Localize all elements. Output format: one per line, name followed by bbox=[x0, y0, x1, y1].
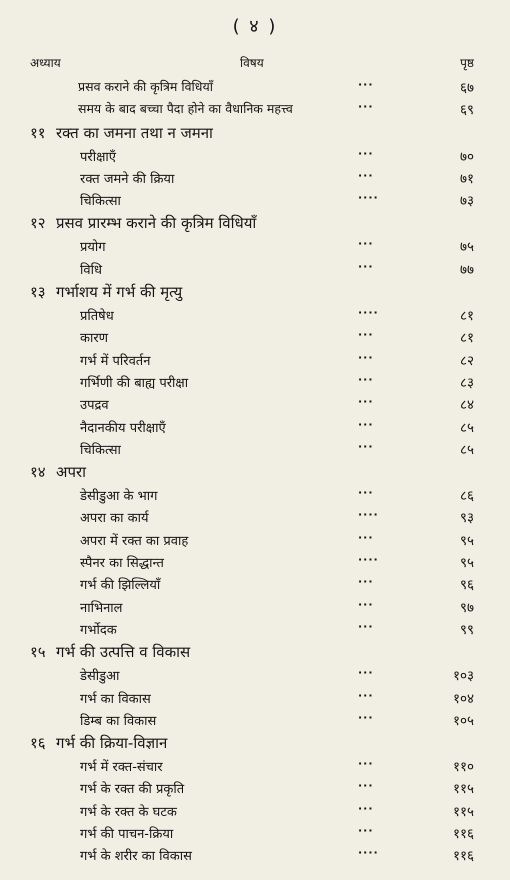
entry-title: अपरा का कार्य bbox=[80, 511, 149, 527]
toc-entry bbox=[0, 596, 510, 618]
page-ref: ७५ bbox=[459, 239, 474, 256]
toc-entry bbox=[0, 189, 510, 211]
chapter-heading bbox=[0, 121, 510, 145]
page-ref: १०४ bbox=[452, 690, 474, 707]
page-ref: ९३ bbox=[459, 510, 474, 527]
entry-title: डेसीडुआ bbox=[80, 669, 120, 685]
toc-entry bbox=[0, 506, 510, 528]
toc-entry bbox=[0, 304, 510, 326]
entry-title: प्रसव कराने की कृत्रिम विधियाँ bbox=[78, 79, 213, 94]
chapter-number: ११ bbox=[30, 123, 46, 142]
chapter-title: प्रसव प्रारम्भ कराने की कृत्रिम विधियाँ bbox=[56, 214, 257, 233]
leader-dots: ···· bbox=[358, 553, 379, 567]
entry-title: गर्भ की झिल्लियाँ bbox=[80, 578, 161, 594]
page-ref: १०५ bbox=[452, 712, 474, 729]
page-ref: ११६ bbox=[452, 826, 474, 843]
page-ref: ९९ bbox=[459, 621, 474, 638]
leader-dots: ··· bbox=[358, 350, 374, 364]
table-of-contents bbox=[0, 76, 510, 867]
entry-title: चिकित्सा bbox=[80, 442, 121, 458]
entry-title: कारण bbox=[80, 331, 109, 347]
header-subject: विषय bbox=[240, 56, 264, 70]
leader-dots: ··· bbox=[358, 530, 374, 544]
page-ref: ७१ bbox=[459, 170, 474, 187]
toc-entry bbox=[0, 235, 510, 257]
entry-title: नैदानकीय परीक्षाएँ bbox=[80, 420, 166, 436]
leader-dots: ··· bbox=[358, 801, 374, 815]
chapter-number: १३ bbox=[30, 283, 46, 302]
entry-title: डिम्ब का विकास bbox=[80, 713, 157, 729]
page-ref: ९५ bbox=[459, 555, 474, 572]
page-ref: ८१ bbox=[459, 330, 474, 347]
entry-title: गर्भ में परिवर्तन bbox=[80, 353, 151, 369]
leader-dots: ···· bbox=[358, 846, 379, 860]
leader-dots: ···· bbox=[358, 508, 379, 522]
page-ref: ७३ bbox=[459, 193, 474, 210]
chapter-heading bbox=[0, 460, 510, 484]
toc-entry bbox=[0, 551, 510, 573]
toc-entry bbox=[0, 755, 510, 777]
leader-dots: ··· bbox=[358, 259, 374, 273]
entry-title: समय के बाद बच्चा पैदा होने का वैधानिक महत्त्व bbox=[78, 101, 293, 117]
chapter-number: १४ bbox=[30, 463, 46, 482]
leader-dots: ···· bbox=[358, 306, 379, 320]
chapter-number: १५ bbox=[30, 643, 46, 662]
toc-entry bbox=[0, 573, 510, 595]
chapter-heading bbox=[0, 280, 510, 304]
entry-title: अपरा में रक्त का प्रवाह bbox=[80, 533, 189, 549]
header-page: पृष्ठ bbox=[460, 56, 474, 70]
page-ref: ७० bbox=[459, 148, 474, 165]
entry-title: गर्भ का विकास bbox=[80, 691, 151, 707]
leader-dots: ··· bbox=[358, 688, 374, 702]
leader-dots: ··· bbox=[358, 417, 374, 431]
entry-title: गर्भिणी की बाह्य परीक्षा bbox=[80, 375, 189, 391]
toc-entry bbox=[0, 98, 510, 120]
entry-title: गर्भ में रक्त-संचार bbox=[80, 760, 163, 776]
page-ref: ११५ bbox=[452, 803, 474, 820]
chapter-heading bbox=[0, 731, 510, 755]
page-ref: ८३ bbox=[459, 374, 474, 391]
leader-dots: ··· bbox=[358, 146, 374, 160]
page-ref: ६७ bbox=[459, 80, 474, 96]
leader-dots: ··· bbox=[358, 666, 374, 680]
chapter-heading bbox=[0, 211, 510, 235]
entry-title: गर्भोदक bbox=[80, 622, 117, 638]
header-chapter: अध्याय bbox=[30, 56, 61, 70]
column-headers bbox=[0, 54, 510, 72]
page-ref: ८५ bbox=[459, 441, 474, 458]
chapter-title: गर्भ की उत्पत्ति व विकास bbox=[56, 643, 191, 662]
leader-dots: ··· bbox=[358, 575, 374, 589]
page-ref: ९७ bbox=[459, 599, 474, 616]
entry-title: नाभिनाल bbox=[80, 600, 123, 616]
entry-title: गर्भ के रक्त के घटक bbox=[80, 804, 177, 820]
toc-entry bbox=[0, 438, 510, 460]
leader-dots: ···· bbox=[358, 191, 379, 205]
leader-dots: ··· bbox=[358, 372, 374, 386]
chapter-title: गर्भाशय में गर्भ की मृत्यु bbox=[56, 283, 183, 302]
page-ref: १०३ bbox=[452, 668, 474, 685]
page-ref: ८२ bbox=[459, 352, 474, 369]
toc-entry bbox=[0, 822, 510, 844]
page-ref: ६९ bbox=[459, 102, 474, 119]
page-ref: ११० bbox=[452, 759, 474, 776]
leader-dots: ··· bbox=[358, 597, 374, 611]
page-ref: ८६ bbox=[459, 488, 474, 505]
page-ref: ७७ bbox=[459, 261, 474, 278]
leader-dots: ··· bbox=[358, 328, 374, 342]
leader-dots: ··· bbox=[358, 619, 374, 633]
toc-entry bbox=[0, 167, 510, 189]
toc-entry bbox=[0, 349, 510, 371]
toc-entry bbox=[0, 258, 510, 280]
leader-dots: ··· bbox=[358, 439, 374, 453]
leader-dots: ··· bbox=[358, 395, 374, 409]
toc-entry bbox=[0, 484, 510, 506]
toc-entry bbox=[0, 76, 510, 98]
entry-title: उपद्रव bbox=[80, 398, 109, 414]
toc-entry bbox=[0, 529, 510, 551]
page-ref: ८१ bbox=[459, 308, 474, 325]
toc-entry bbox=[0, 393, 510, 415]
entry-title: रक्त जमने की क्रिया bbox=[80, 171, 175, 187]
entry-title: परीक्षाएँ bbox=[80, 149, 116, 165]
chapter-title: गर्भ की क्रिया-विज्ञान bbox=[56, 734, 168, 753]
toc-entry bbox=[0, 326, 510, 348]
page-number: ( ४ ) bbox=[232, 16, 278, 37]
toc-entry bbox=[0, 709, 510, 731]
page-ref: ११६ bbox=[452, 848, 474, 865]
leader-dots: ··· bbox=[358, 100, 374, 114]
leader-dots: ··· bbox=[358, 757, 374, 771]
entry-title: चिकित्सा bbox=[80, 194, 121, 210]
page-ref: ८५ bbox=[459, 419, 474, 436]
leader-dots: ··· bbox=[358, 168, 374, 182]
toc-entry bbox=[0, 687, 510, 709]
chapter-number: १६ bbox=[30, 734, 46, 753]
chapter-heading bbox=[0, 640, 510, 664]
toc-entry bbox=[0, 664, 510, 686]
page-ref: ८४ bbox=[459, 397, 474, 414]
entry-title: डेसीडुआ के भाग bbox=[80, 489, 158, 505]
leader-dots: ··· bbox=[358, 779, 374, 793]
entry-title: गर्भ के शरीर का विकास bbox=[80, 849, 192, 865]
toc-entry bbox=[0, 844, 510, 866]
entry-title: गर्भ के रक्त की प्रकृति bbox=[80, 782, 185, 798]
leader-dots: ··· bbox=[358, 78, 374, 91]
entry-title: स्पैनर का सिद्धान्त bbox=[80, 556, 164, 572]
leader-dots: ··· bbox=[358, 486, 374, 500]
entry-title: प्रतिषेध bbox=[80, 309, 114, 325]
toc-entry bbox=[0, 618, 510, 640]
chapter-title: रक्त का जमना तथा न जमना bbox=[56, 123, 213, 142]
leader-dots: ··· bbox=[358, 710, 374, 724]
entry-title: विधि bbox=[80, 262, 102, 278]
chapter-title: अपरा bbox=[56, 463, 87, 482]
toc-entry bbox=[0, 145, 510, 167]
entry-title: गर्भ की पाचन-क्रिया bbox=[80, 827, 174, 843]
toc-entry bbox=[0, 416, 510, 438]
toc-entry bbox=[0, 371, 510, 393]
leader-dots: ··· bbox=[358, 824, 374, 838]
page-ref: ९५ bbox=[459, 532, 474, 549]
leader-dots: ··· bbox=[358, 237, 374, 251]
entry-title: प्रयोग bbox=[80, 240, 106, 256]
page-ref: ११५ bbox=[452, 781, 474, 798]
page-ref: ९६ bbox=[459, 577, 474, 594]
toc-entry bbox=[0, 800, 510, 822]
toc-entry bbox=[0, 777, 510, 799]
chapter-number: १२ bbox=[30, 214, 46, 233]
